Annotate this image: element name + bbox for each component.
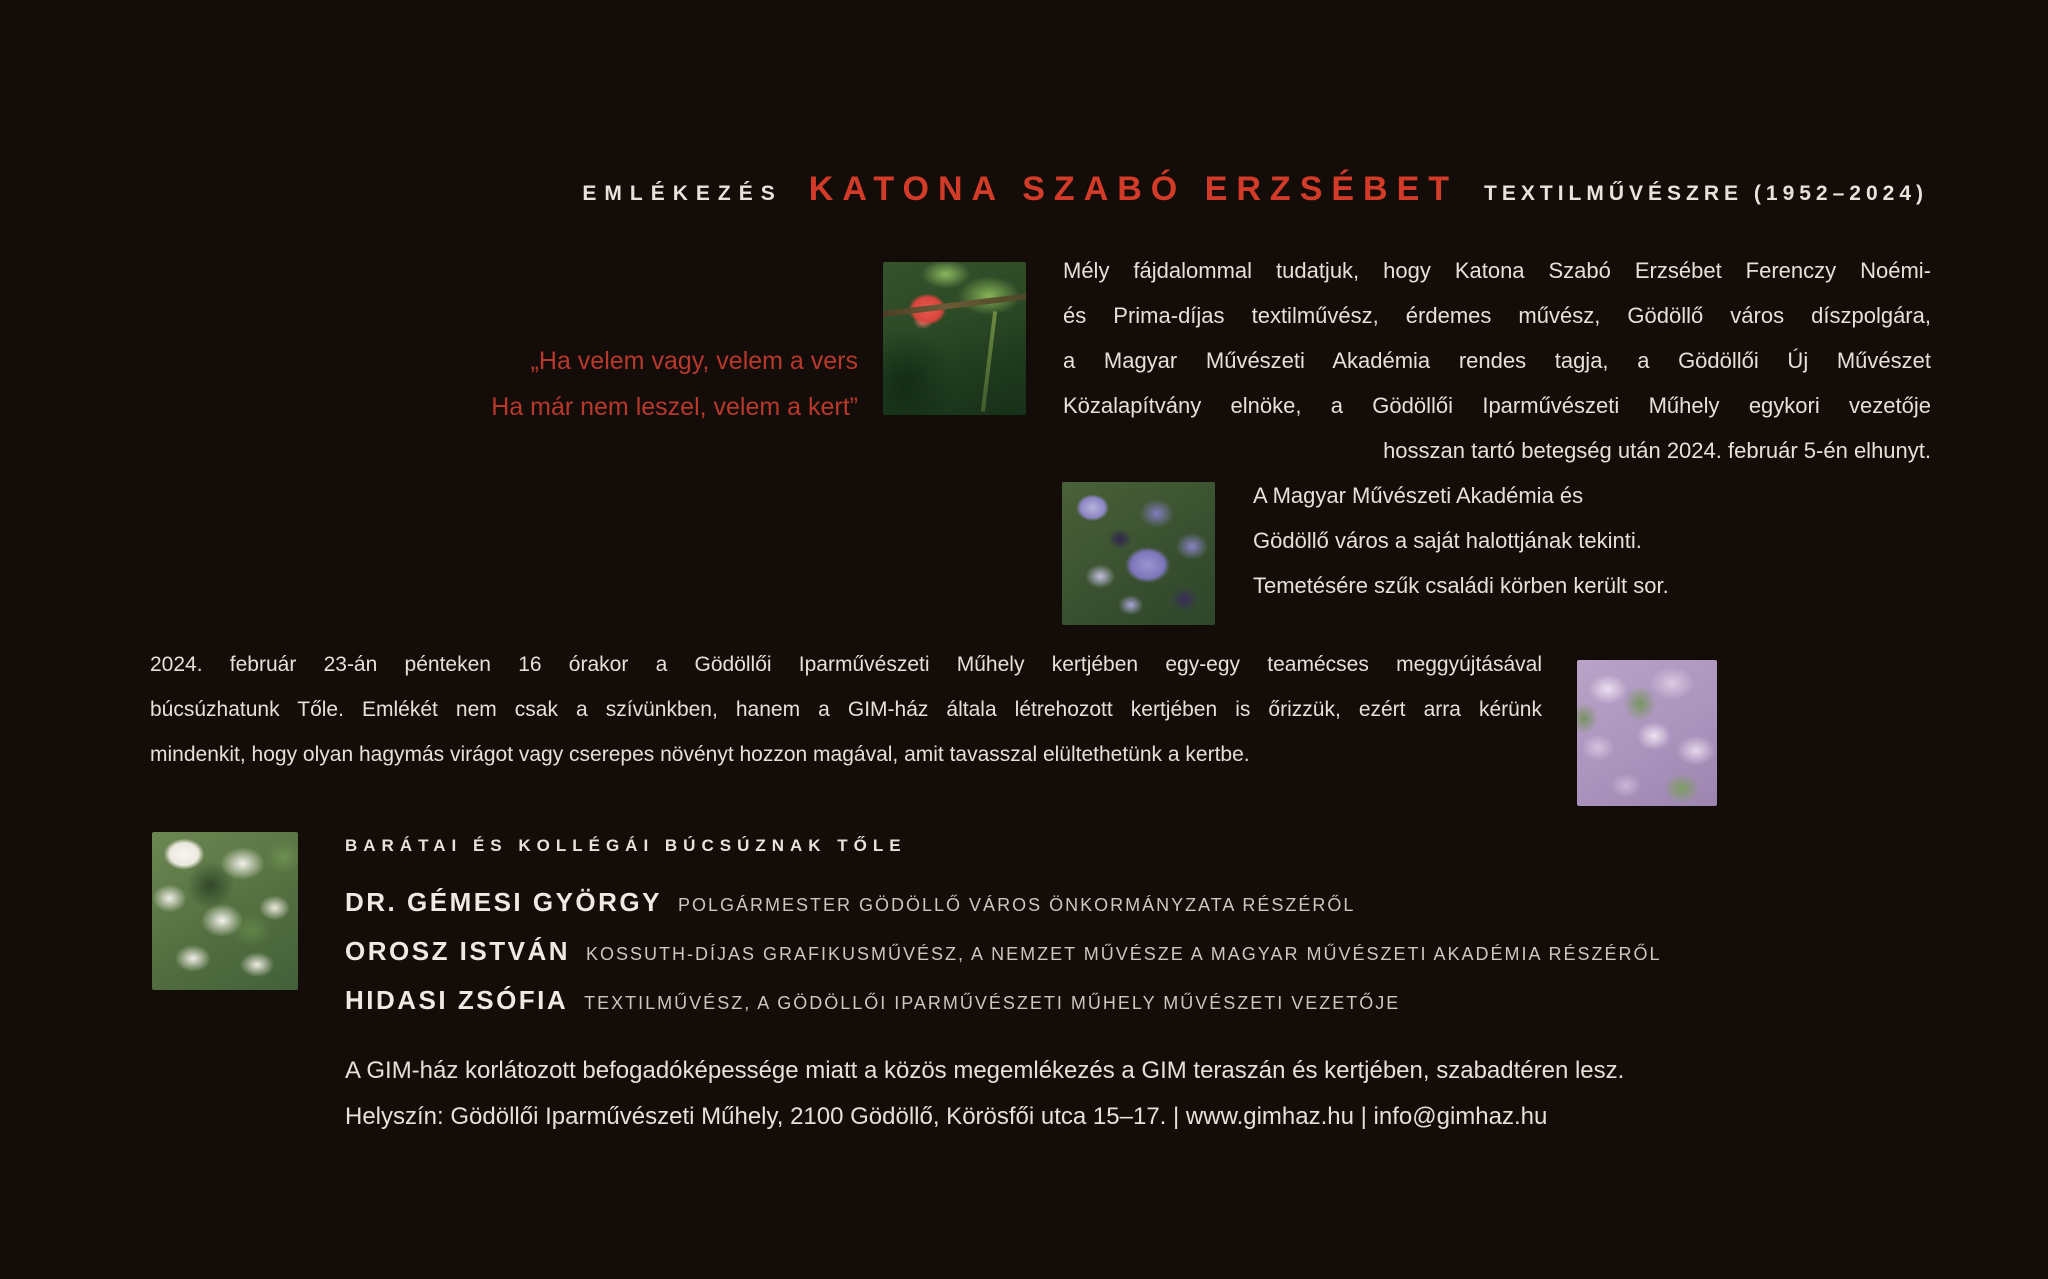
red-blossom-photo [883, 262, 1026, 415]
obituary-line: Mély fájdalommal tudatjuk, hogy Katona Szabó Erzsébet Ferenczy Noémi- [1063, 258, 1931, 283]
obituary-line: Temetésére szűk családi körben került sor. [1253, 573, 1669, 598]
title-artist-name: KATONA SZABÓ ERZSÉBET [808, 170, 1459, 208]
person-name: HIDASI ZSÓFIA [345, 985, 569, 1015]
location-line: A GIM-ház korlátozott befogadóképessége miatt a közös megemlékezés a GIM teraszán és kertjében, szabadtéren lesz. [345, 1057, 1625, 1084]
obituary-line: Közalapítvány elnöke, a Gödöllői Iparművészeti Műhely egykori vezetője [1063, 393, 1931, 418]
poem-quote-line-2: Ha már nem leszel, velem a kert” [491, 393, 858, 421]
farewell-person [345, 929, 1662, 978]
farewell-person [345, 978, 1662, 1027]
obituary-line: A Magyar Művészeti Akadémia és [1253, 483, 1584, 508]
lilac-photo [1577, 660, 1717, 806]
farewell-heading: BARÁTAI ÉS KOLLÉGÁI BÚCSÚZNAK TŐLE [345, 836, 907, 855]
person-role: POLGÁRMESTER GÖDÖLLŐ VÁROS ÖNKORMÁNYZATA RÉSZÉRŐL [678, 895, 1356, 915]
obituary-line: és Prima-díjas textilművész, érdemes művész, Gödöllő város díszpolgára, [1063, 303, 1931, 328]
person-role: KOSSUTH-DÍJAS GRAFIKUSMŰVÉSZ, A NEMZET MŰVÉSZE A MAGYAR MŰVÉSZETI AKADÉMIA RÉSZÉRŐL [586, 944, 1662, 964]
invitation-line: mindenkit, hogy olyan hagymás virágot vagy cserepes növényt hozzon magával, amit tavasszal elültethetünk a kertbe. [150, 743, 1250, 766]
white-flowers-photo [152, 832, 298, 990]
invitation-paragraph [150, 642, 1542, 777]
obituary-line: a Magyar Művészeti Akadémia rendes tagja, a Gödöllői Új Művészet [1063, 348, 1931, 373]
invitation-line: búcsúzhatunk Tőle. Emlékét nem csak a szívünkben, hanem a GIM-ház általa létrehozott kertjében is őrizzük, ezért arra kérünk [150, 698, 1542, 721]
obituary-line: Gödöllő város a saját halottjának tekinti. [1253, 528, 1642, 553]
person-name: DR. GÉMESI GYÖRGY [345, 887, 662, 917]
person-name: OROSZ ISTVÁN [345, 936, 571, 966]
location-line: Helyszín: Gödöllői Iparművészeti Műhely, 2100 Gödöllő, Körösfői utca 15–17. | www.gimhaz.hu | info@gimhaz.hu [345, 1103, 1548, 1130]
title-suffix: TEXTILMŰVÉSZRE (1952–2024) [1484, 182, 1928, 205]
obituary-line: hosszan tartó betegség után 2024. február 5-én elhunyt. [1383, 438, 1931, 463]
page-title [582, 170, 1928, 209]
location-paragraph [345, 1048, 1624, 1140]
farewell-section [345, 836, 1662, 1027]
pansies-photo [1062, 482, 1215, 625]
poem-quote [491, 338, 858, 430]
poem-quote-line-1: „Ha velem vagy, velem a vers [530, 347, 858, 375]
title-prefix: EMLÉKEZÉS [582, 182, 783, 205]
person-role: TEXTILMŰVÉSZ, A GÖDÖLLŐI IPARMŰVÉSZETI MŰHELY MŰVÉSZETI VEZETŐJE [584, 993, 1401, 1013]
farewell-person [345, 880, 1662, 929]
invitation-line: 2024. február 23-án pénteken 16 órakor a Gödöllői Iparművészeti Műhely kertjében egy-egy teamécses meggyújtásával [150, 653, 1542, 676]
